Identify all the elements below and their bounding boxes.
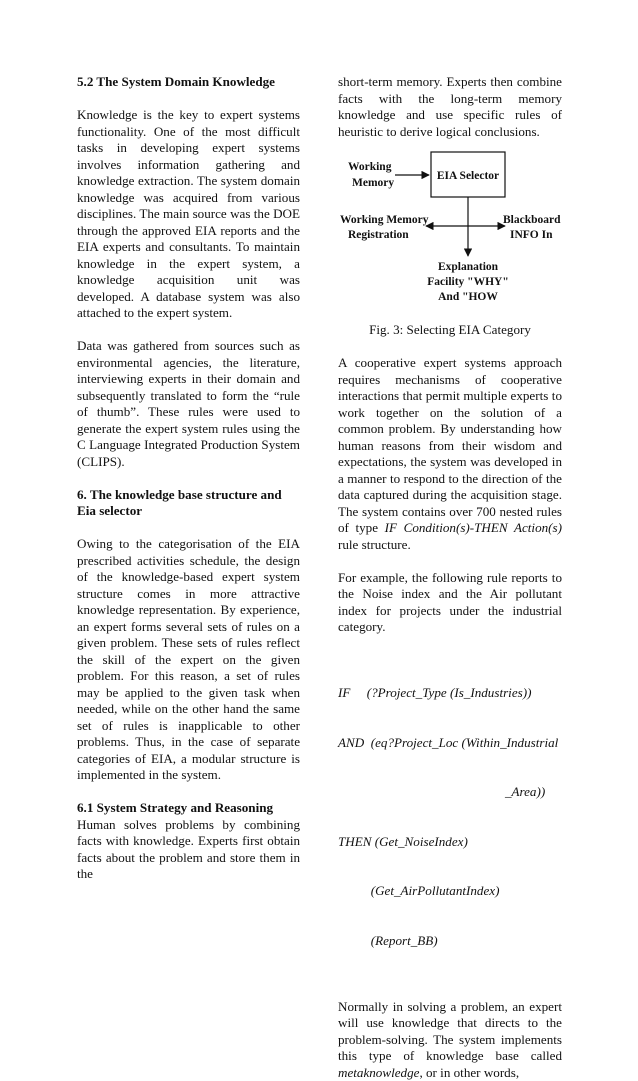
blackboard-label-line-2: INFO In bbox=[510, 229, 553, 241]
section-6-heading bbox=[77, 487, 300, 520]
eia-selector-label: EIA Selector bbox=[437, 170, 499, 182]
normally-paragraph bbox=[338, 999, 562, 1081]
section-6-paragraph-1: Owing to the categorisation of the EIA prescribed activities schedule, the design of the knowledge-based expert system structure comes in more attractive knowledge representation. By experience, an expert forms several sets of rules on a given problem. These sets of rules reflect the skill of the expert on the given problem. For this reason, a set of rules may be applied to the given task when needed, while on the other hand the same set of rules is inapplicable to other problems. Thus, in the case of separate categories of EIA, a modular structure is implemented in the system. bbox=[77, 536, 300, 784]
section-6-1-heading: 6.1 System Strategy and Reasoning bbox=[77, 800, 300, 817]
normally-end: , or in other words, bbox=[419, 1065, 519, 1080]
working-memory-label-line-2: Memory bbox=[352, 177, 394, 189]
wm-registration-label-line-2: Registration bbox=[348, 229, 409, 241]
rule-line: AND (eq?Project_Loc (Within_Industrial bbox=[338, 735, 562, 752]
rule-line: THEN (Get_NoiseIndex) bbox=[338, 834, 562, 851]
continued-paragraph: short-term memory. Experts then combine facts with the long-term memory knowledge and use specific rules of heuristic to derive logical conclusions. bbox=[338, 74, 562, 140]
working-memory-label-line-1: Working bbox=[348, 161, 392, 173]
section-6-heading-line-2: Eia selector bbox=[77, 503, 142, 518]
section-5-2-heading: 5.2 The System Domain Knowledge bbox=[77, 74, 300, 91]
section-5-2-paragraph-1: Knowledge is the key to expert systems functionality. One of the most difficult tasks in developing expert systems involves information gathering and knowledge extraction. The system domain knowledge was acquired from various disciplines. The main source was the DOE through the approved EIA reports and the EIA experts and consultants. To maintain knowledge in the expert system, a knowledge acquisition unit was developed. A database system was also attached to the expert system. bbox=[77, 107, 300, 322]
example-rule-block bbox=[338, 652, 562, 982]
section-6-1-paragraph-1: Human solves problems by combining facts with knowledge. Experts first obtain facts about the problem and store them in the bbox=[77, 817, 300, 883]
cooperative-end: rule structure. bbox=[338, 537, 411, 552]
explanation-label-line-3: And "HOW bbox=[438, 291, 498, 303]
rule-line: (Get_AirPollutantIndex) bbox=[338, 883, 562, 900]
metaknowledge-italic: metaknowledge bbox=[338, 1065, 419, 1080]
normally-text: Normally in solving a problem, an expert will use knowledge that directs to the problem-solving. The system implements this type of knowledge base called bbox=[338, 999, 562, 1064]
rule-line: _Area)) bbox=[338, 784, 562, 801]
rule-type-italic: IF Condition(s)-THEN Action(s) bbox=[385, 520, 562, 535]
rule-line: IF (?Project_Type (Is_Industries)) bbox=[338, 685, 562, 702]
figure-caption: Fig. 3: Selecting EIA Category bbox=[338, 322, 562, 339]
explanation-label-line-1: Explanation bbox=[438, 261, 499, 273]
explanation-label-line-2: Facility "WHY" bbox=[427, 276, 508, 288]
cooperative-paragraph bbox=[338, 355, 562, 553]
section-6-heading-line-1: 6. The knowledge base structure and bbox=[77, 487, 282, 502]
rule-line: (Report_BB) bbox=[338, 933, 562, 950]
example-paragraph: For example, the following rule reports to the Noise index and the Air pollutant index for projects under the industrial category. bbox=[338, 570, 562, 636]
eia-selector-diagram bbox=[338, 148, 562, 308]
wm-registration-label-line-1: Working Memory bbox=[340, 214, 429, 226]
right-column bbox=[338, 74, 562, 1081]
section-5-2-paragraph-2: Data was gathered from sources such as environmental agencies, the literature, interviewing experts in their domain and subsequently translated to form the “rule of thumb”. These rules were used to generate the expert system rules using the C Language Integrated Production System (CLIPS). bbox=[77, 338, 300, 470]
blackboard-label-line-1: Blackboard bbox=[503, 214, 561, 226]
left-column bbox=[77, 74, 300, 883]
cooperative-text: A cooperative expert systems approach requires mechanisms of cooperative interactions that permit multiple experts to work together on the solution of a common problem. By understanding how human reasons from their wisdom and expectations, the system was developed in a manner to respond to the direction of the data captured during the acquisition stage. The system contains over 700 nested rules of type bbox=[338, 355, 562, 535]
